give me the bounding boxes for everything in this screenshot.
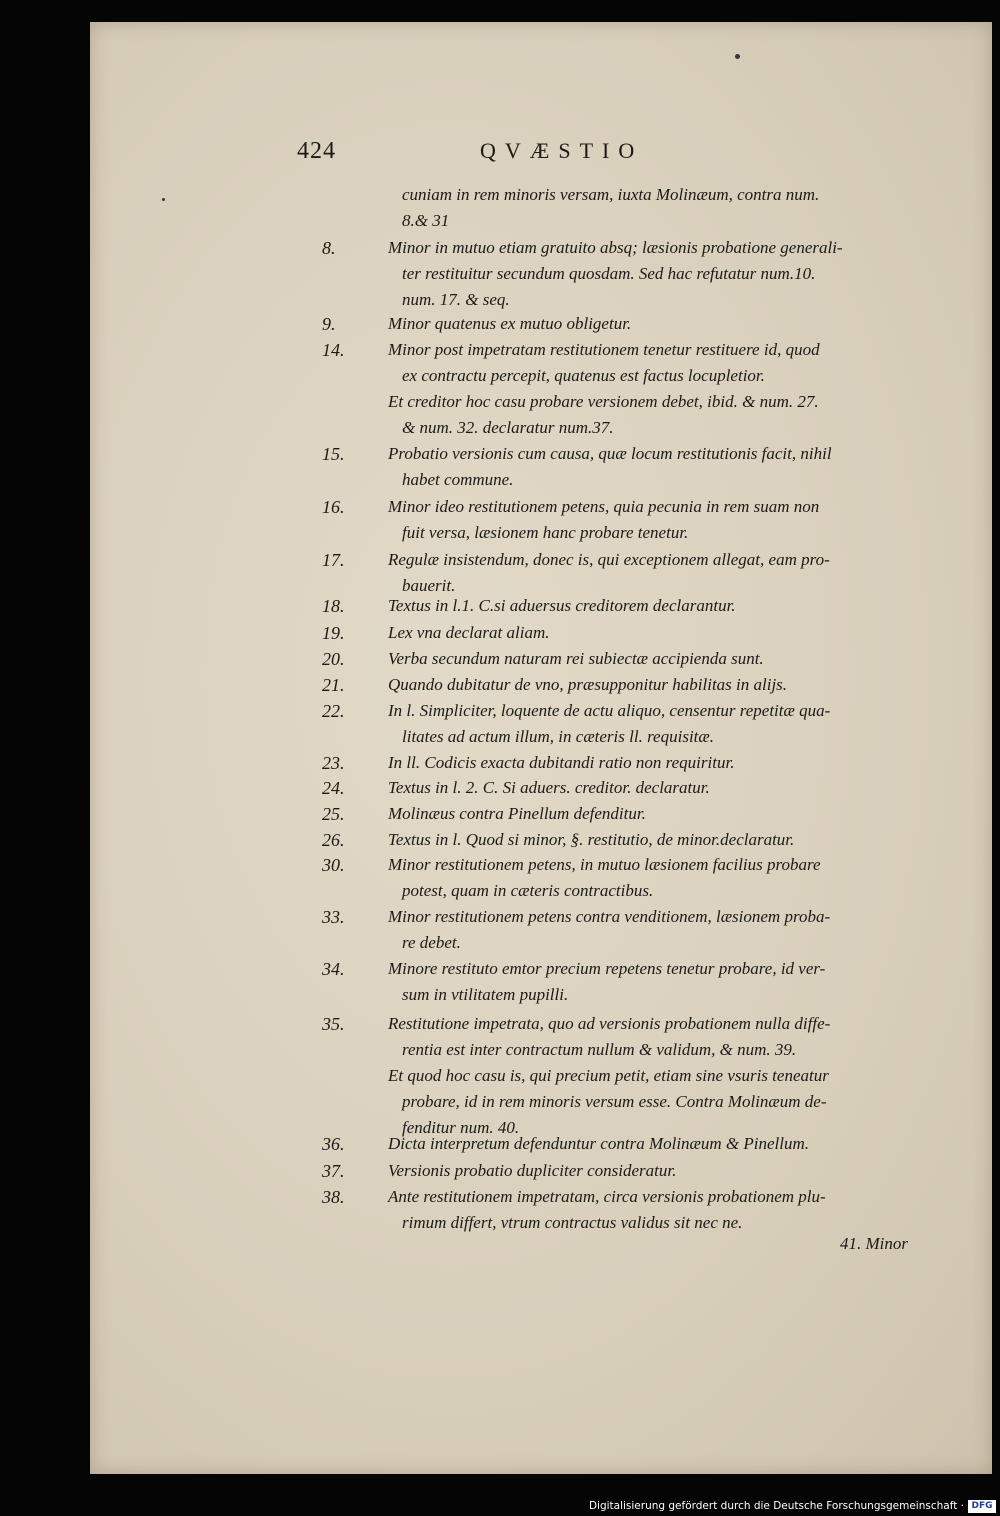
entry-number: 18. (322, 596, 345, 616)
entry-text-line: Lex vna declarat aliam. (388, 623, 550, 642)
entry-text-line: rimum differt, vtrum contractus validus sit nec ne. (402, 1213, 743, 1232)
entry-text-line: Minore restituto emtor precium repetens tenetur probare, id ver- (388, 959, 826, 978)
entry-text-line: Et creditor hoc casu probare versionem debet, ibid. & num. 27. (388, 392, 819, 411)
entry-number: 24. (322, 778, 345, 798)
entry-number: 23. (322, 753, 345, 773)
entry-text-line: Minor post impetratam restitutionem tenetur restituere id, quod (388, 340, 820, 359)
entry-text-line: Versionis probatio dupliciter consideratur. (388, 1161, 677, 1180)
entry-number: 35. (322, 1014, 345, 1034)
ink-speck (162, 198, 165, 201)
ink-speck (735, 54, 740, 59)
entry-text-line: Restitutione impetrata, quo ad versionis probationem nulla diffe- (388, 1014, 831, 1033)
entry-number: 25. (322, 804, 345, 824)
entry-number: 30. (322, 855, 345, 875)
entry-number: 8. (322, 238, 336, 258)
entry-text-line: habet commune. (402, 470, 514, 489)
entry-number: 20. (322, 649, 345, 669)
entry-text-line: bauerit. (402, 576, 456, 595)
catchword: 41. Minor (840, 1234, 908, 1253)
entry-text-line: Molinæus contra Pinellum defenditur. (388, 804, 646, 823)
entry-number: 9. (322, 314, 336, 334)
digitization-credit: Digitalisierung gefördert durch die Deutsche Forschungsgemeinschaft · (588, 1500, 964, 1512)
entry-text-line: re debet. (402, 933, 461, 952)
entry-text-line: potest, quam in cæteris contractibus. (402, 881, 654, 900)
entry-text-line: In l. Simpliciter, loquente de actu aliquo, censentur repetitæ qua- (388, 701, 831, 720)
entry-number: 21. (322, 675, 345, 695)
entry-number: 38. (322, 1187, 345, 1207)
entry-text-line: probare, id in rem minoris versum esse. Contra Molinæum de- (402, 1092, 827, 1111)
entry-number: 14. (322, 340, 345, 360)
entry-text-line: num. 17. & seq. (402, 290, 510, 309)
entry-number: 26. (322, 830, 345, 850)
entry-text-line: Ante restitutionem impetratam, circa versionis probationem plu- (388, 1187, 826, 1206)
entry-text-line: Dicta interpretum defenduntur contra Molinæum & Pinellum. (388, 1134, 810, 1153)
entry-number: 37. (322, 1161, 345, 1181)
entry-text-line: Minor quatenus ex mutuo obligetur. (388, 314, 632, 333)
entry-number: 19. (322, 623, 345, 643)
entry-text-line: Quando dubitatur de vno, præsupponitur habilitas in alijs. (388, 675, 788, 694)
entry-number: 33. (322, 907, 345, 927)
entry-text-line: sum in vtilitatem pupilli. (402, 985, 569, 1004)
entry-text-line: Minor restitutionem petens, in mutuo læsionem facilius probare (388, 855, 821, 874)
entry-number: 17. (322, 550, 345, 570)
entry-text-line: Minor in mutuo etiam gratuito absq; læsionis probatione generali- (388, 238, 843, 257)
entry-text-line: cuniam in rem minoris versam, iuxta Molinæum, contra num. (402, 185, 820, 204)
entry-text-line: & num. 32. declaratur num.37. (402, 418, 614, 437)
entry-text-line: fenditur num. 40. (402, 1118, 520, 1137)
entry-text-line: Textus in l. 2. C. Si aduers. creditor. declaratur. (388, 778, 710, 797)
entry-number: 34. (322, 959, 345, 979)
running-head: QVÆSTIO (480, 138, 644, 163)
entry-text-line: Minor restitutionem petens contra venditionem, læsionem proba- (388, 907, 831, 926)
entry-text-line: Et quod hoc casu is, qui precium petit, etiam sine vsuris teneatur (388, 1066, 829, 1085)
entry-text-line: Minor ideo restitutionem petens, quia pecunia in rem suam non (388, 497, 820, 516)
entry-text-line: litates ad actum illum, in cæteris ll. requisitæ. (402, 727, 714, 746)
entry-text-line: In ll. Codicis exacta dubitandi ratio non requiritur. (388, 753, 735, 772)
dfg-logo-icon: DFG (968, 1500, 996, 1513)
entry-text-line: Textus in l.1. C.si aduersus creditorem declarantur. (388, 596, 736, 615)
entry-text-line: Probatio versionis cum causa, quæ locum restitutionis facit, nihil (388, 444, 832, 463)
page-number: 424 (297, 138, 336, 164)
entry-text-line: ex contractu percepit, quatenus est factus locupletior. (402, 366, 765, 385)
entry-text-line: rentia est inter contractum nullum & validum, & num. 39. (402, 1040, 797, 1059)
entry-number: 15. (322, 444, 345, 464)
entry-text-line: Verba secundum naturam rei subiectæ accipienda sunt. (388, 649, 764, 668)
entry-number: 16. (322, 497, 345, 517)
entry-number: 22. (322, 701, 345, 721)
entry-text-line: fuit versa, læsionem hanc probare tenetur. (402, 523, 689, 542)
entry-text-line: ter restituitur secundum quosdam. Sed hac refutatur num.10. (402, 264, 816, 283)
entry-text-line: Textus in l. Quod si minor, §. restitutio, de minor.declaratur. (388, 830, 795, 849)
entry-text-line: 8.& 31 (402, 211, 450, 230)
entry-text-line: Regulæ insistendum, donec is, qui exceptionem allegat, eam pro- (388, 550, 830, 569)
entry-number: 36. (322, 1134, 345, 1154)
